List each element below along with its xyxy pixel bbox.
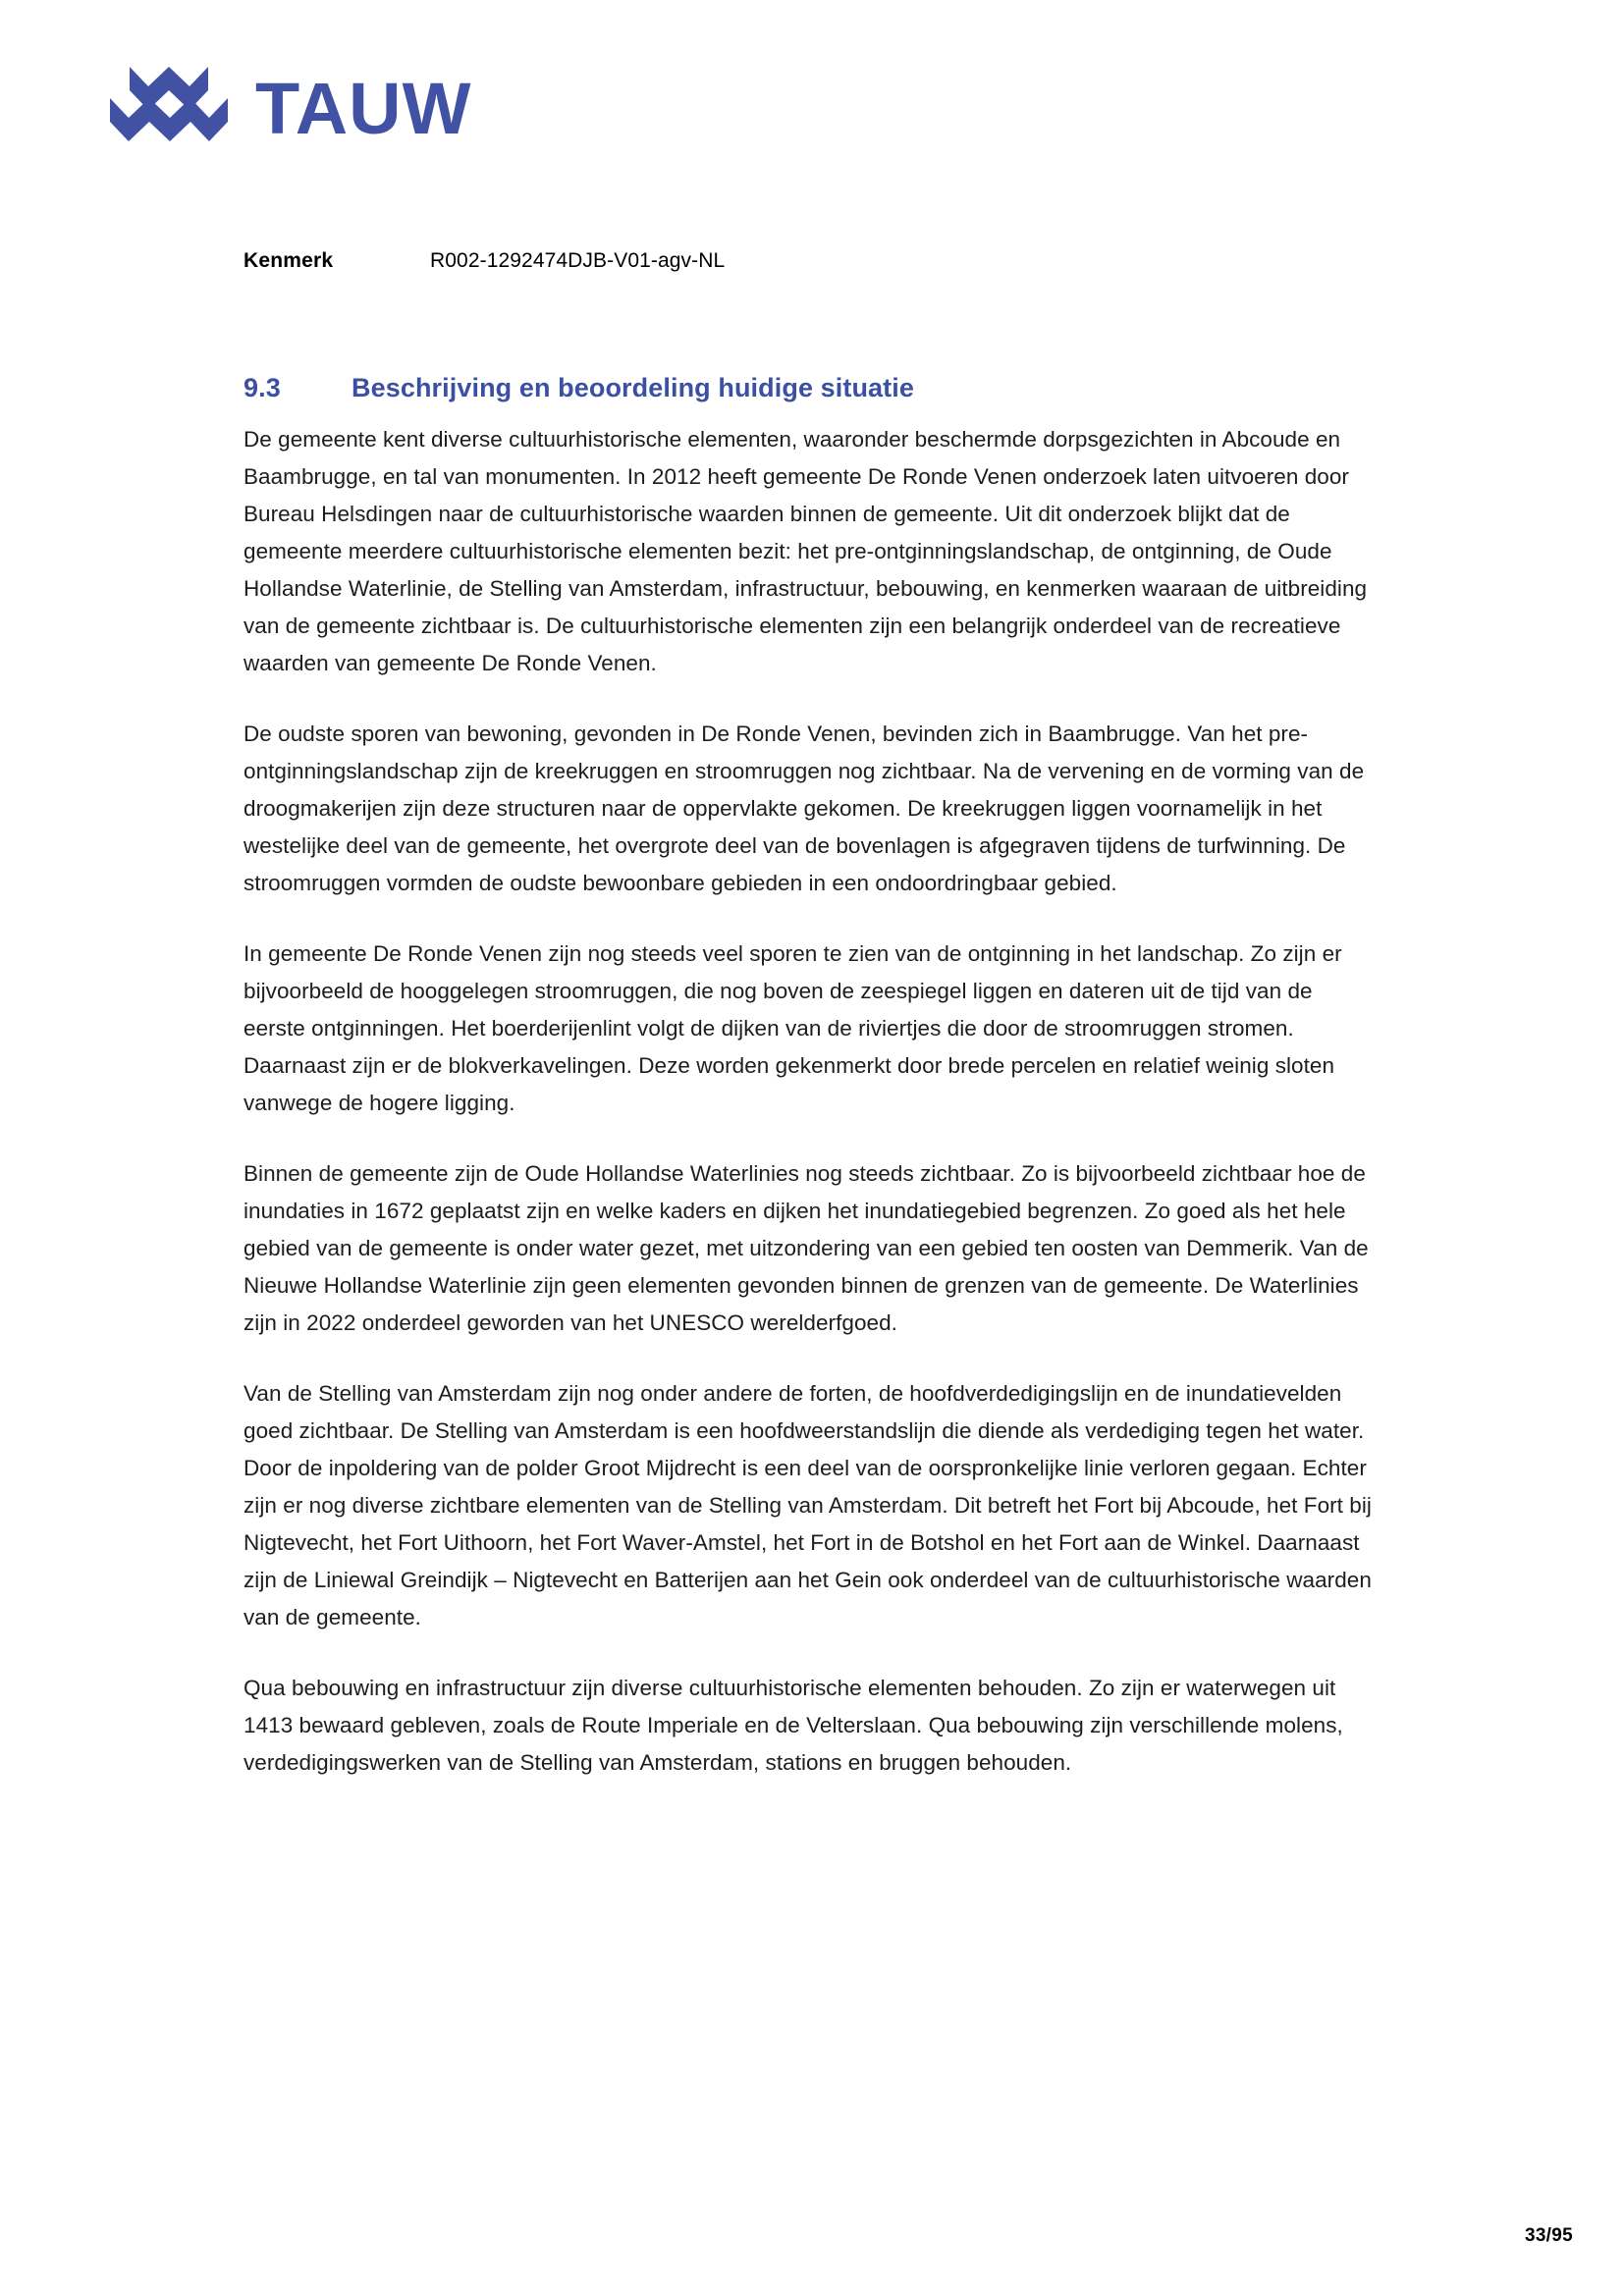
paragraph: Van de Stelling van Amsterdam zijn nog onder andere de forten, de hoofdverdedigingslijn en de inundatievelden goed zichtbaar. De Stelling van Amsterdam is een hoofdweerstandslijn die diende als verdediging tegen het water. Door de inpoldering van de polder Groot Mijdrecht is een deel van de oorspronkelijke linie verloren gegaan. Echter zijn er nog diverse zichtbare elementen van de Stelling van Amsterdam. Dit betreft het Fort bij Abcoude, het Fort bij Nigtevecht, het Fort Uithoorn, het Fort Waver-Amstel, het Fort in de Botshol en het Fort aan de Winkel. Daarnaast zijn de Liniewal Greindijk – Nigtevecht en Batterijen aan het Gein ook onderdeel van de cultuurhistorische waarden van de gemeente. bbox=[244, 1381, 1372, 1629]
kenmerk-label: Kenmerk bbox=[244, 249, 334, 272]
paragraph: De gemeente kent diverse cultuurhistorische elementen, waaronder beschermde dorpsgezichten in Abcoude en Baambrugge, en tal van monumenten. In 2012 heeft gemeente De Ronde Venen onderzoek laten uitvoeren door Bureau Helsdingen naar de cultuurhistorische waarden binnen de gemeente. Uit dit onderzoek blijkt dat de gemeente meerdere cultuurhistorische elementen bezit: het pre-ontginningslandschap, de ontginning, de Oude Hollandse Waterlinie, de Stelling van Amsterdam, infrastructuur, bebouwing, en kenmerken waaraan de uitbreiding van de gemeente zichtbaar is. De cultuurhistorische elementen zijn een belangrijk onderdeel van de recreatieve waarden van gemeente De Ronde Venen. bbox=[244, 427, 1368, 675]
section-number: 9.3 bbox=[244, 373, 281, 402]
document-body bbox=[244, 373, 1373, 1782]
section-heading bbox=[244, 373, 1373, 403]
kenmerk-row bbox=[244, 247, 725, 274]
tauw-wordmark: TAUW bbox=[255, 68, 472, 149]
page-number: 33/95 bbox=[1524, 2225, 1573, 2246]
tauw-chevron-wave-mark-icon bbox=[108, 57, 230, 155]
paragraph: De oudste sporen van bewoning, gevonden in De Ronde Venen, bevinden zich in Baambrugge. Van het pre-ontginningslandschap zijn de kreekruggen en stroomruggen nog zichtbaar. Na de vervening en de vorming van de droogmakerijen zijn deze structuren naar de oppervlakte gekomen. De kreekruggen liggen voornamelijk in het westelijke deel van de gemeente, het overgrote deel van de bovenlagen is afgegraven tijdens de turfwinning. De stroomruggen vormden de oudste bewoonbare gebieden in een ondoordringbaar gebied. bbox=[244, 721, 1365, 895]
paragraph: Qua bebouwing en infrastructuur zijn diverse cultuurhistorische elementen behouden. Zo zijn er waterwegen uit 1413 bewaard gebleven, zoals de Route Imperiale en de Velterslaan. Qua bebouwing zijn verschillende molens, verdedigingswerken van de Stelling van Amsterdam, stations en bruggen behouden. bbox=[244, 1676, 1343, 1775]
paragraph: Binnen de gemeente zijn de Oude Hollandse Waterlinies nog steeds zichtbaar. Zo is bijvoorbeeld zichtbaar hoe de inundaties in 1672 geplaatst zijn en welke kaders en dijken het inundatiegebied begrenzen. Zo goed als het hele gebied van de gemeente is onder water gezet, met uitzondering van een gebied ten oosten van Demmerik. Van de Nieuwe Hollandse Waterlinie zijn geen elementen gevonden binnen de grenzen van de gemeente. De Waterlinies zijn in 2022 onderdeel geworden van het UNESCO werelderfgoed. bbox=[244, 1161, 1369, 1335]
kenmerk-value: R002-1292474DJB-V01-agv-NL bbox=[430, 249, 726, 272]
paragraph: In gemeente De Ronde Venen zijn nog steeds veel sporen te zien van de ontginning in het landschap. Zo zijn er bijvoorbeeld de hooggelegen stroomruggen, die nog boven de zeespiegel liggen en dateren uit de tijd van de eerste ontginningen. Het boerderijenlint volgt de dijken van de riviertjes die door de stroomruggen stromen. Daarnaast zijn er de blokverkavelingen. Deze worden gekenmerkt door brede percelen en relatief weinig sloten vanwege de hogere ligging. bbox=[244, 941, 1342, 1115]
tauw-logo bbox=[108, 57, 471, 155]
section-title: Beschrijving en beoordeling huidige situatie bbox=[352, 373, 914, 402]
